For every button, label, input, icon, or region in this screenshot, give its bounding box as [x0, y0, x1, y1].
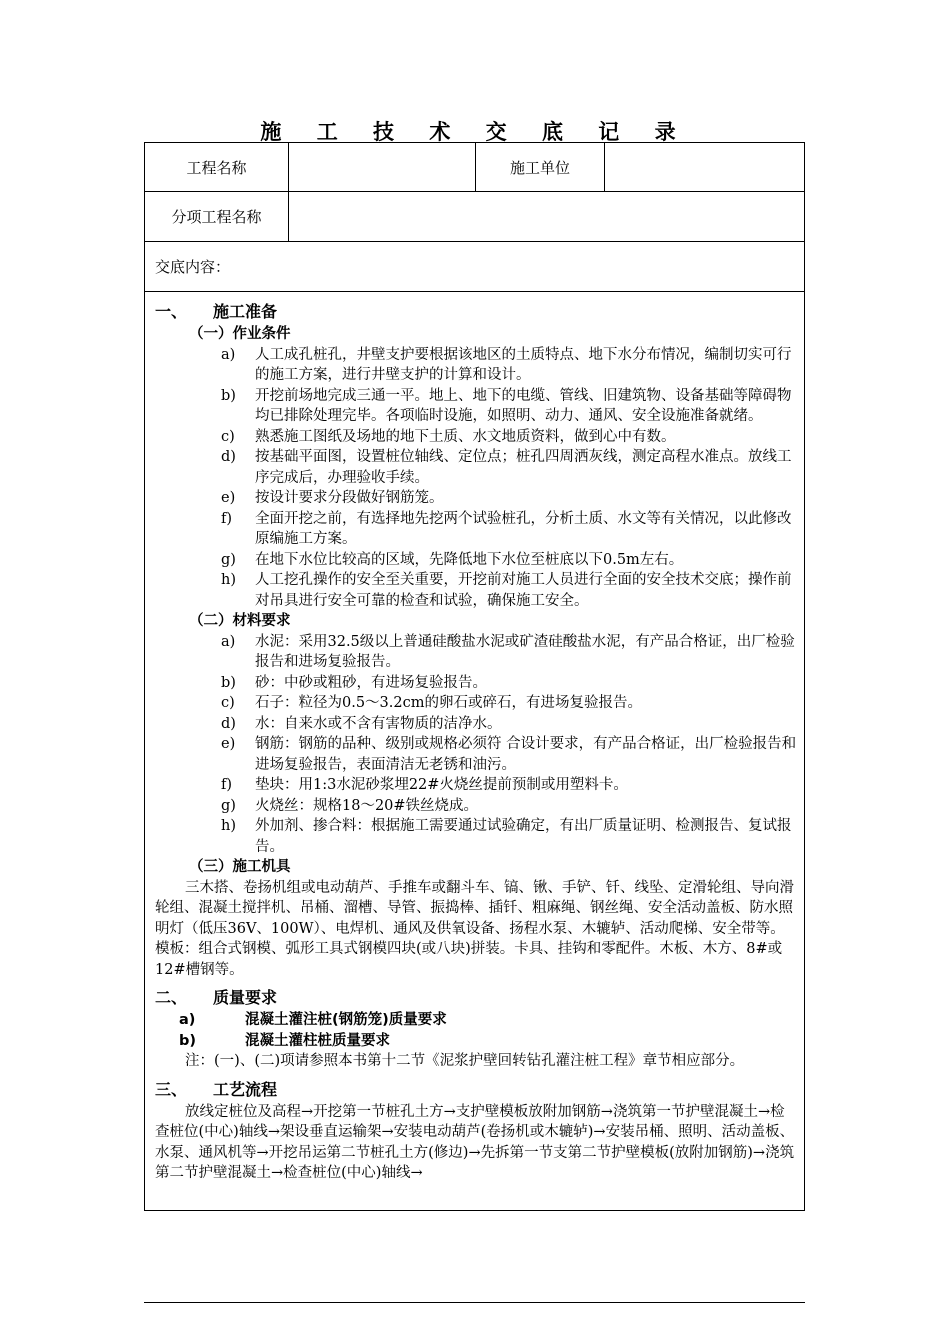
process-flow-paragraph: 放线定桩位及高程→开挖第一节桩孔土方→支护壁模板放附加钢筋→浇筑第一节护壁混凝土→检查桩位(中心)轴线→架设垂直运输架→安装电动葫芦(卷扬机或木辘轳)→安装吊桶、照明、活动盖板、水泵、通风机等→开挖吊运第二节桩孔土方(修边)→先拆第一节支第二节护壁模板(放附加钢筋)→浇筑第二节护壁混凝土→检查桩位(中心)轴线→	[155, 1103, 795, 1181]
unit-field	[605, 143, 805, 192]
section-3-title: 工艺流程	[213, 1079, 278, 1099]
project-name-label: 工程名称	[145, 143, 289, 192]
list-item: c) 熟悉施工图纸及场地的地下土质、水文地质资料，做到心中有数。	[221, 428, 676, 445]
content-box	[144, 292, 805, 1211]
list-item: g) 火烧丝：规格18～20#铁丝烧成。	[221, 797, 479, 814]
section-3-number: 三、	[155, 1079, 188, 1099]
list-item: a) 水泥：采用32.5级以上普通硅酸盐水泥或矿渣硅酸盐水泥，有产品合格证，出厂检验报告和进场复验报告。	[221, 633, 795, 670]
tools-paragraph: 三木搭、卷扬机组或电动葫芦、手推车或翻斗车、镐、锹、手铲、钎、线坠、定滑轮组、导向滑轮组、混凝土搅拌机、吊桶、溜槽、导管、振捣棒、插钎、粗麻绳、钢丝绳、安全活动盖板、防水照明灯（低压36V、100W）、电焊机、通风及供氧设备、扬程水泵、木辘轳、活动爬梯、安全带等。模板：组合式钢模、弧形工具式钢模四块(或八块)拼装。卡具、挂钩和零配件。木板、木方、8#或12#槽钢等。	[155, 879, 794, 978]
list-item: a) 人工成孔桩孔，井壁支护要根据该地区的土质特点、地下水分布情况，编制切实可行的施工方案，进行井壁支护的计算和设计。	[221, 346, 792, 383]
footer-divider	[144, 1302, 805, 1303]
section-2-heading	[155, 988, 797, 1010]
subproject-field	[289, 192, 805, 242]
section-3-heading	[155, 1080, 797, 1102]
work-conditions-list	[155, 345, 797, 612]
content-label: 交底内容：	[145, 242, 805, 292]
unit-label: 施工单位	[476, 143, 605, 192]
list-item: h) 外加剂、掺合料：根据施工需要通过试验确定，有出厂质量证明、检测报告、复试报告。	[221, 818, 792, 855]
section-2-title: 质量要求	[213, 988, 278, 1007]
document-title: 施 工 技 术 交 底 记 录	[260, 120, 690, 144]
section-1-heading	[155, 302, 797, 324]
quality-note: 注：(一)、(二)项请参照本书第十二节《泥浆护壁回转钻孔灌注桩工程》章节相应部分。	[185, 1053, 745, 1069]
section-1-title: 施工准备	[213, 302, 278, 321]
list-item: b) 开挖前场地完成三通一平。地上、地下的电缆、管线、旧建筑物、设备基础等障碍物均已排除处理完毕。各项临时设施，如照明、动力、通风、安全设施准备就绪。	[221, 387, 792, 424]
subproject-label: 分项工程名称	[145, 192, 289, 242]
project-name-field	[289, 143, 476, 192]
list-item: d) 水：自来水或不含有害物质的洁净水。	[221, 715, 502, 732]
list-item: g) 在地下水位比较高的区域，先降低地下水位至桩底以下0.5m左右。	[221, 551, 684, 568]
subsection-1b-title: （二）材料要求	[189, 613, 291, 629]
subsection-1a-title: （一）作业条件	[189, 326, 291, 342]
section-1-number: 一、	[155, 302, 188, 321]
header-table	[144, 142, 805, 292]
section-2-number: 二、	[155, 988, 188, 1007]
list-item: e) 按设计要求分段做好钢筋笼。	[221, 490, 444, 506]
list-item: e) 钢筋：钢筋的品种、级别或规格必须符 合设计要求，有产品合格证，出厂检验报告和进场复验报告，表面清洁无老锈和油污。	[221, 736, 797, 773]
list-item: f) 全面开挖之前，有选择地先挖两个试验桩孔，分析土质、水文等有关情况，以此修改原编施工方案。	[221, 510, 792, 547]
content-body	[155, 300, 797, 1184]
list-item: b) 混凝土灌柱桩质量要求	[179, 1032, 390, 1049]
list-item: d) 按基础平面图，设置桩位轴线、定位点；桩孔四周洒灰线，测定高程水准点。放线工序完成后，办理验收手续。	[221, 449, 792, 486]
list-item: f) 垫块：用1:3水泥砂浆埋22#火烧丝提前预制或用塑料卡。	[221, 777, 628, 793]
list-item: h) 人工挖孔操作的安全至关重要，开挖前对施工人员进行全面的安全技术交底；操作前对吊具进行安全可靠的检查和试验，确保施工安全。	[221, 572, 792, 609]
list-item: b) 砂：中砂或粗砂，有进场复验报告。	[221, 674, 487, 691]
materials-list	[155, 632, 797, 858]
list-item: c) 石子：粒径为0.5～3.2cm的卵石或碎石，有进场复验报告。	[221, 695, 642, 711]
subsection-1c-title: （三）施工机具	[189, 859, 291, 875]
list-item: a) 混凝土灌注桩(钢筋笼)质量要求	[179, 1012, 447, 1028]
